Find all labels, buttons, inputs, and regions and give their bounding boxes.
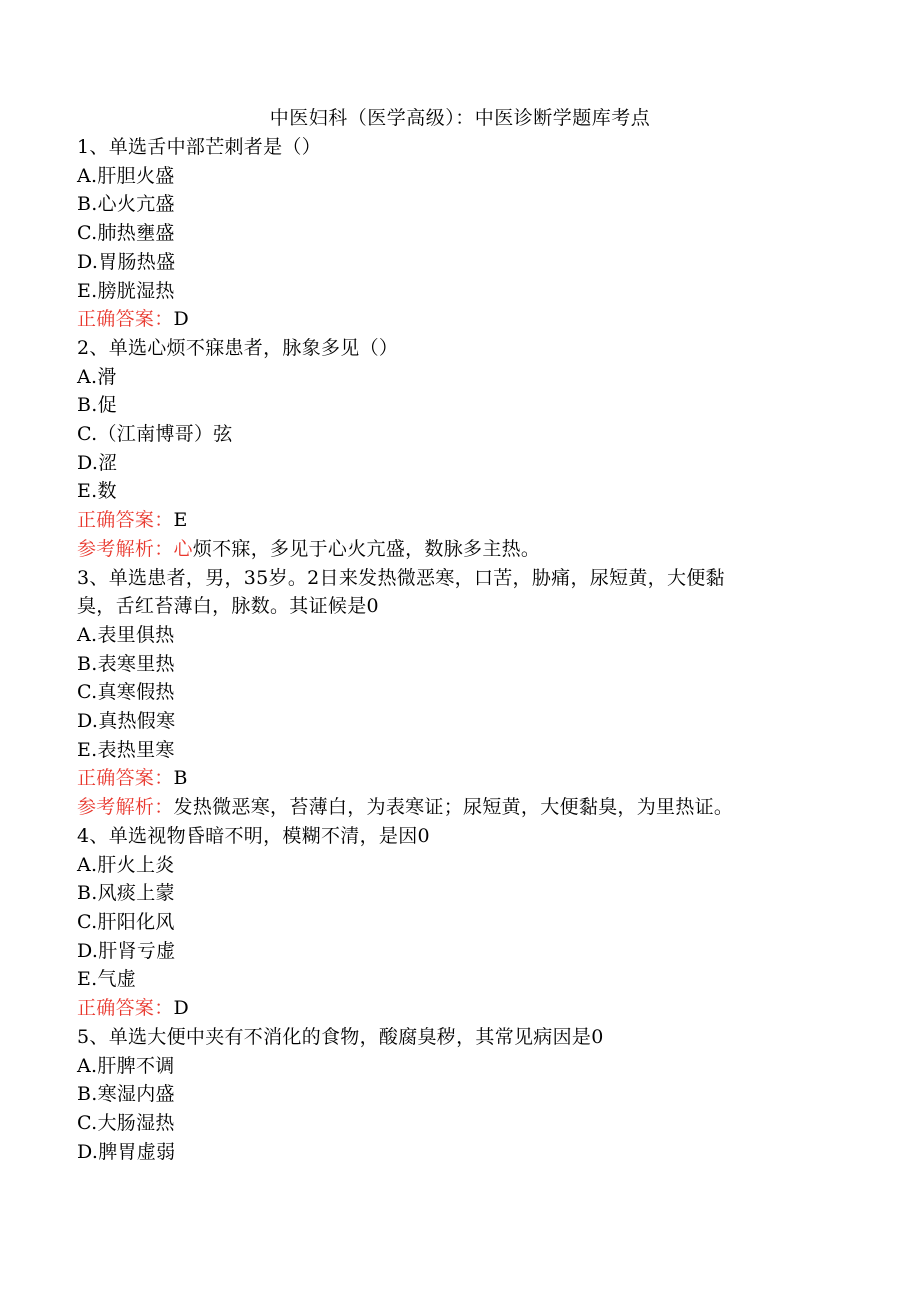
analysis-text: 发热微恶寒，苔薄白，为表寒证；尿短黄，大便黏臭，为里热证。: [173, 796, 734, 819]
answer-value: E: [173, 509, 188, 532]
option-b: B.风痰上蒙: [77, 882, 175, 905]
answer-value: D: [173, 997, 190, 1020]
question-stem: 2、单选心烦不寐患者，脉象多见（）: [77, 336, 399, 359]
answer-line: [77, 994, 847, 1023]
option-b: B.寒湿内盛: [77, 1083, 175, 1106]
answer-label: 正确答案：: [77, 509, 174, 532]
option-d: D.真热假寒: [77, 710, 176, 733]
question-list: [77, 133, 847, 1166]
question-3: [77, 564, 847, 822]
page-title: 中医妇科（医学高级）：中医诊断学题库考点: [269, 107, 651, 129]
option-d: D.脾胃虚弱: [77, 1140, 176, 1163]
answer-value: B: [173, 767, 188, 790]
question-4: [77, 822, 847, 1023]
option-a: A.肝胆火盛: [77, 164, 175, 187]
question-stem: 1、单选舌中部芒刺者是（）: [77, 136, 321, 158]
answer-line: [77, 764, 847, 793]
option-a: A.滑: [77, 365, 117, 388]
answer-value: D: [173, 308, 190, 331]
question-stem-line-1: 3、单选患者，男，35岁。2日来发热微恶寒，口苦，胁痛，尿短黄，大便黏: [77, 566, 725, 589]
question-1: [77, 133, 847, 334]
analysis-label: 参考解析：: [77, 537, 174, 560]
option-c: C.肝阳化风: [77, 910, 175, 933]
option-c: C.（江南博哥）弦: [77, 423, 233, 446]
answer-label: 正确答案：: [77, 308, 174, 331]
question-5: [77, 1023, 847, 1167]
option-a: A.肝火上炎: [77, 853, 175, 876]
analysis-label: 参考解析：: [77, 796, 174, 819]
analysis-text: 烦不寐，多见于心火亢盛，数脉多主热。: [192, 537, 541, 560]
option-c: C.大肠湿热: [77, 1111, 175, 1134]
question-stem: 5、单选大便中夹有不消化的食物，酸腐臭秽，其常见病因是0: [77, 1025, 604, 1048]
option-b: B.心火亢盛: [77, 193, 175, 216]
analysis-line: [77, 793, 847, 822]
option-c: C.肺热壅盛: [77, 222, 175, 245]
option-e: E.表热里寒: [77, 738, 175, 761]
question-stem: 4、单选视物昏暗不明，模糊不清，是因0: [77, 824, 430, 847]
option-e: E.膀胱湿热: [77, 279, 175, 302]
option-c: C.真寒假热: [77, 681, 175, 704]
option-b: B.促: [77, 394, 117, 417]
option-a: A.表里俱热: [77, 623, 175, 646]
option-d: D.涩: [77, 451, 118, 474]
option-a: A.肝脾不调: [77, 1054, 175, 1077]
option-b: B.表寒里热: [77, 652, 175, 675]
option-e: E.数: [77, 480, 117, 503]
answer-line: [77, 305, 847, 334]
answer-label: 正确答案：: [77, 767, 174, 790]
answer-line: [77, 506, 847, 535]
question-2: [77, 334, 847, 564]
answer-label: 正确答案：: [77, 997, 174, 1020]
analysis-line: [77, 535, 847, 564]
option-e: E.气虚: [77, 968, 137, 991]
analysis-first-char: 心: [173, 537, 193, 560]
question-stem-line-2: 臭，舌红苔薄白，脉数。其证候是0: [77, 595, 379, 618]
option-d: D.胃肠热盛: [77, 250, 176, 273]
option-d: D.肝肾亏虚: [77, 939, 176, 962]
